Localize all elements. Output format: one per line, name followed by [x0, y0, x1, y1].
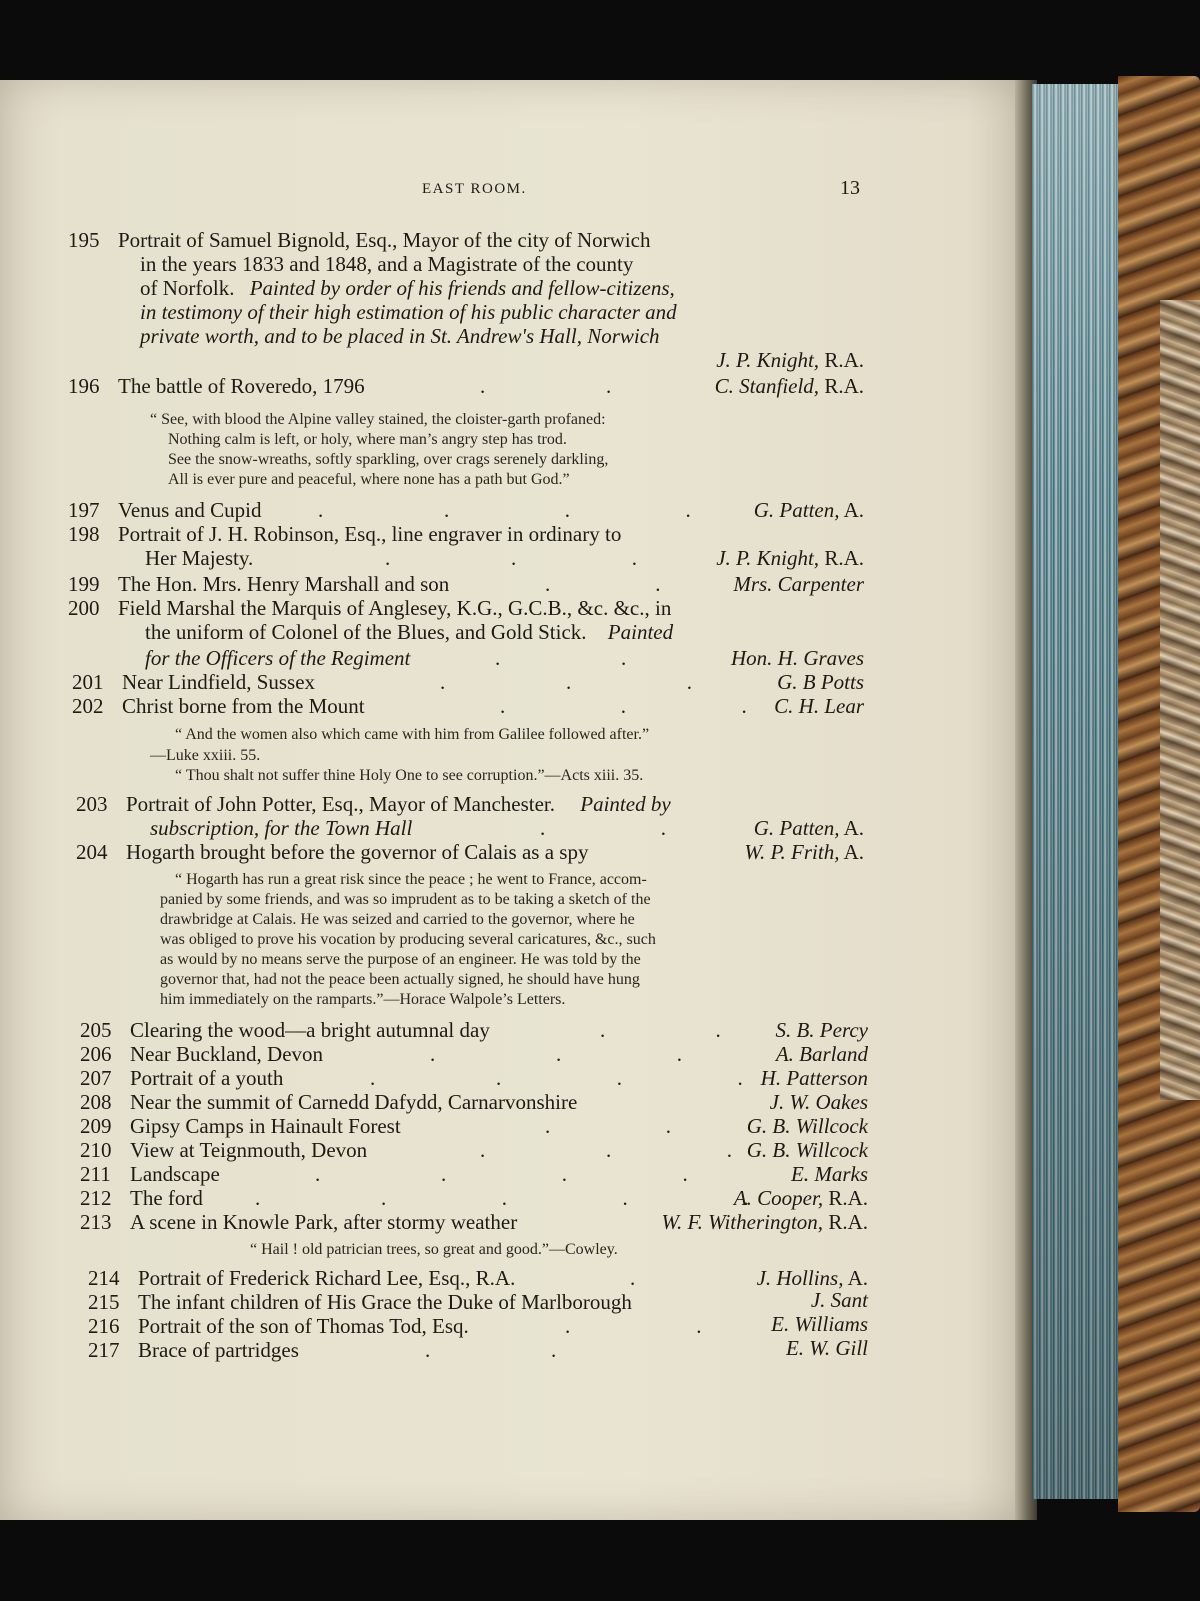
quote-line: —Luke xxiii. 55. — [150, 747, 261, 764]
running-header: EAST ROOM. — [422, 181, 527, 197]
entry-198 — [68, 522, 621, 546]
quote-line: See the snow-wreaths, softly sparkling, over crags serenely darkling, — [168, 451, 609, 468]
entry-title: Clearing the wood—a bright autumnal day — [130, 1018, 490, 1042]
entry-artist: Hon. H. Graves — [731, 646, 864, 670]
entry-note: in testimony of their high estimation of his public character and — [140, 300, 677, 324]
entry-216 — [88, 1314, 469, 1338]
entry-note: private worth, and to be placed in St. Andrew's Hall, Norwich — [140, 324, 660, 348]
entry-195 — [68, 228, 651, 252]
entry-number: 208 — [80, 1090, 112, 1114]
entry-215 — [88, 1290, 632, 1314]
quote-line: governor that, had not the peace been actually signed, he should have hung — [160, 971, 640, 988]
entry-number: 215 — [88, 1290, 120, 1314]
entry-200 — [68, 596, 671, 620]
artist-name: W. P. Frith, — [744, 840, 840, 864]
entry-number: 201 — [72, 670, 104, 694]
entry-196 — [68, 374, 365, 398]
entry-205 — [80, 1018, 490, 1042]
entry-title: Near the summit of Carnedd Dafydd, Carnarvonshire — [130, 1090, 578, 1114]
entry-number: 195 — [68, 228, 100, 252]
entry-number: 213 — [80, 1210, 112, 1234]
entry-208 — [80, 1090, 577, 1114]
entry-number: 197 — [68, 498, 100, 522]
artist-name: J. P. Knight, — [716, 348, 820, 372]
entry-title-line: in the years 1833 and 1848, and a Magistrate of the county — [140, 252, 634, 276]
entry-title-line: Her Majesty. — [145, 546, 254, 570]
entry-number: 196 — [68, 374, 100, 398]
entry-artist: E. W. Gill — [785, 1336, 868, 1360]
entry-title: The battle of Roveredo, 1796 — [118, 374, 365, 398]
entry-note: subscription, for the Town Hall — [150, 816, 413, 840]
entry-artist: J. Sant — [810, 1288, 868, 1312]
artist-name: G. Patten, — [753, 498, 840, 522]
artist-name: C. Stanfield, — [714, 374, 820, 398]
entry-artist: E. Marks — [791, 1162, 868, 1186]
entry-title: Field Marshal the Marquis of Anglesey, K.G., G.C.B., &c. &c., in — [118, 596, 672, 620]
entry-title: A scene in Knowle Park, after stormy weather — [130, 1210, 518, 1234]
entry-number: 209 — [80, 1114, 112, 1138]
quote-line: All is ever pure and peaceful, where none has a path but God.” — [168, 471, 570, 488]
page-number: 13 — [840, 177, 860, 199]
entry-title: Hogarth brought before the governor of Calais as a spy — [126, 840, 589, 864]
marbled-endpaper — [1160, 300, 1200, 1100]
entry-artist — [716, 546, 864, 570]
entry-number: 206 — [80, 1042, 112, 1066]
entry-209 — [80, 1114, 401, 1138]
entry-203 — [76, 792, 671, 816]
page-edges-shade — [1032, 84, 1130, 1499]
quote-line: “ See, with blood the Alpine valley stained, the cloister-garth profaned: — [150, 411, 606, 428]
entry-artist — [754, 498, 864, 522]
entry-note: Painted — [607, 620, 674, 644]
entry-title: Landscape — [130, 1162, 220, 1186]
entry-title: The ford — [130, 1186, 203, 1210]
artist-suffix: A. — [843, 840, 864, 864]
entry-title: Portrait of Frederick Richard Lee, Esq., R.A. — [138, 1266, 516, 1290]
leader-dots: . . . — [480, 1138, 732, 1162]
quote-line: “ Thou shalt not suffer thine Holy One to see corruption.”—Acts xiii. 35. — [175, 767, 644, 784]
entry-200-line2 — [145, 620, 673, 644]
entry-title: Portrait of Samuel Bignold, Esq., Mayor of the city of Norwich — [118, 228, 651, 252]
entry-artist: Mrs. Carpenter — [733, 572, 864, 596]
entry-artist — [754, 816, 864, 840]
entry-number: 207 — [80, 1066, 112, 1090]
quote-line: “ Hail ! old patrician trees, so great and good.”—Cowley. — [250, 1241, 618, 1258]
entry-title: Portrait of the son of Thomas Tod, Esq. — [138, 1314, 469, 1338]
artist-name: G. Patten, — [753, 816, 840, 840]
leader-dots: . . — [425, 1338, 557, 1362]
artist-suffix: R.A. — [828, 1186, 868, 1210]
entry-artist: E. Williams — [771, 1312, 868, 1336]
entry-202 — [72, 694, 365, 718]
quote-line: Nothing calm is left, or holy, where man’s angry step has trod. — [168, 431, 567, 448]
entry-title: Near Lindfield, Sussex — [122, 670, 316, 694]
artist-suffix: A. — [847, 1266, 868, 1290]
entry-note: Painted by order of his friends and fellow-citizens, — [249, 276, 675, 300]
entry-199 — [68, 572, 449, 596]
entry-title: Gipsy Camps in Hainault Forest — [130, 1114, 401, 1138]
entry-number: 217 — [88, 1338, 120, 1362]
entry-artist — [734, 1186, 868, 1210]
entry-artist: G. B. Willcock — [746, 1138, 868, 1162]
entry-title-line: the uniform of Colonel of the Blues, and Gold Stick. — [145, 620, 587, 644]
leader-dots: . . — [480, 374, 612, 398]
entry-title: View at Teignmouth, Devon — [130, 1138, 368, 1162]
entry-title: Portrait of J. H. Robinson, Esq., line engraver in ordinary to — [118, 522, 622, 546]
entry-207 — [80, 1066, 283, 1090]
quote-line: “ Hogarth has run a great risk since the peace ; he went to France, accom- — [175, 871, 647, 888]
entry-201 — [72, 670, 315, 694]
entry-artist — [715, 374, 864, 398]
entry-195-line3 — [140, 276, 675, 300]
leader-dots: . . . — [440, 670, 692, 694]
entry-artist: G. B Potts — [777, 670, 864, 694]
leader-dots: . . — [600, 1018, 721, 1042]
entry-artist: C. H. Lear — [774, 694, 864, 718]
quote-line: was obliged to prove his vocation by producing several caricatures, &c., such — [160, 931, 656, 948]
entry-title: Portrait of a youth — [130, 1066, 284, 1090]
entry-artist: S. B. Percy — [775, 1018, 868, 1042]
leader-dots: . . — [545, 1114, 671, 1138]
entry-artist — [661, 1210, 868, 1234]
leader-dots: . . — [495, 646, 627, 670]
artist-name: J. P. Knight, — [716, 546, 820, 570]
entry-number: 199 — [68, 572, 100, 596]
leader-dots: . . . — [430, 1042, 682, 1066]
quote-line: drawbridge at Calais. He was seized and carried to the governor, where he — [160, 911, 635, 928]
leader-dots: . . . — [500, 694, 747, 718]
entry-213 — [80, 1210, 517, 1234]
entry-206 — [80, 1042, 323, 1066]
entry-artist — [757, 1266, 868, 1290]
entry-197 — [68, 498, 262, 522]
leader-dots: . . . . — [370, 1066, 743, 1090]
entry-artist — [716, 348, 864, 372]
quote-line: as would by no means serve the purpose of an engineer. He was told by the — [160, 951, 641, 968]
entry-title: Venus and Cupid — [118, 498, 262, 522]
entry-204 — [76, 840, 588, 864]
entry-number: 203 — [76, 792, 108, 816]
entry-artist: A. Barland — [775, 1042, 868, 1066]
leader-dots: . — [630, 1266, 636, 1290]
entry-title: Near Buckland, Devon — [130, 1042, 324, 1066]
leader-dots: . . . . . — [255, 1186, 749, 1210]
entry-217 — [88, 1338, 299, 1362]
entry-number: 212 — [80, 1186, 112, 1210]
artist-suffix: A. — [843, 498, 864, 522]
entry-number: 200 — [68, 596, 100, 620]
entry-number: 214 — [88, 1266, 120, 1290]
artist-suffix: R.A. — [824, 374, 864, 398]
quote-line: him immediately on the ramparts.”—Horace Walpole’s Letters. — [160, 991, 566, 1008]
artist-suffix: R.A. — [824, 348, 864, 372]
entry-title: The Hon. Mrs. Henry Marshall and son — [118, 572, 450, 596]
entry-note: Painted by — [580, 792, 671, 816]
entry-211 — [80, 1162, 220, 1186]
entry-artist: J. W. Oakes — [769, 1090, 868, 1114]
entry-title: The infant children of His Grace the Duke of Marlborough — [138, 1290, 632, 1314]
leader-dots: . . . — [385, 546, 637, 570]
leader-dots: . . . . . — [315, 1162, 809, 1186]
entry-title: Brace of partridges — [138, 1338, 299, 1362]
entry-number: 204 — [76, 840, 108, 864]
quote-line: panied by some friends, and was so imprudent as to be taking a sketch of the — [160, 891, 651, 908]
leader-dots: . . . . — [318, 498, 691, 522]
entry-title-line: of Norfolk. — [140, 276, 235, 300]
artist-suffix: R.A. — [828, 1210, 868, 1234]
artist-name: A. Cooper, — [733, 1186, 824, 1210]
entry-title: Portrait of John Potter, Esq., Mayor of Manchester. — [126, 792, 556, 816]
entry-note: for the Officers of the Regiment — [145, 646, 411, 670]
entry-artist — [744, 840, 864, 864]
entry-210 — [80, 1138, 367, 1162]
entry-number: 202 — [72, 694, 104, 718]
entry-number: 205 — [80, 1018, 112, 1042]
entry-number: 211 — [80, 1162, 111, 1186]
artist-name: J. Hollins, — [756, 1266, 844, 1290]
entry-artist: H. Patterson — [760, 1066, 868, 1090]
entry-number: 216 — [88, 1314, 120, 1338]
artist-suffix: A. — [843, 816, 864, 840]
entry-artist: G. B. Willcock — [746, 1114, 868, 1138]
artist-name: W. F. Witherington, — [661, 1210, 824, 1234]
entry-number: 210 — [80, 1138, 112, 1162]
leader-dots: . . — [545, 572, 661, 596]
leader-dots: . . — [540, 816, 666, 840]
artist-suffix: R.A. — [824, 546, 864, 570]
entry-214 — [88, 1266, 515, 1290]
entry-number: 198 — [68, 522, 100, 546]
quote-line: “ And the women also which came with him from Galilee followed after.” — [175, 726, 650, 743]
leader-dots: . . — [565, 1314, 702, 1338]
entry-212 — [80, 1186, 203, 1210]
entry-title: Christ borne from the Mount — [122, 694, 365, 718]
